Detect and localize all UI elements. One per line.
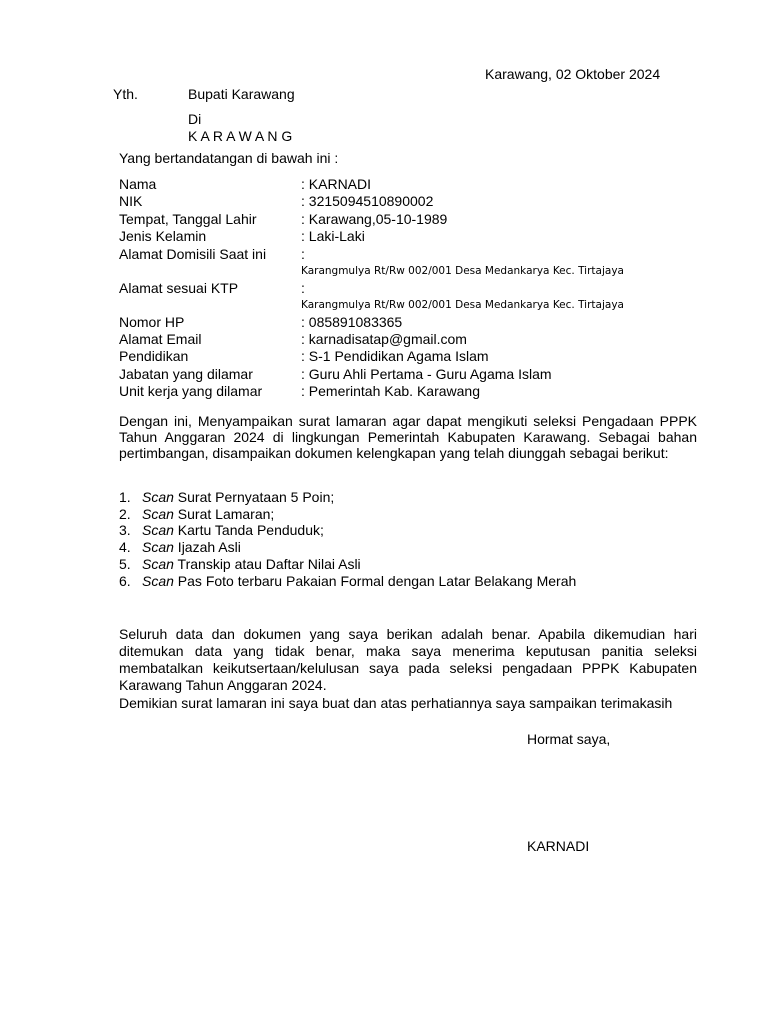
field-label-gender: Jenis Kelamin <box>119 228 207 244</box>
list-number: 4. <box>119 539 131 555</box>
field-value-jabatan: : Guru Ahli Pertama - Guru Agama Islam <box>301 366 552 382</box>
list-prefix: Scan <box>142 506 174 522</box>
signature-name: KARNADI <box>527 838 590 854</box>
list-text: Kartu Tanda Penduduk; <box>173 522 324 538</box>
field-label-nik: NIK <box>119 193 143 209</box>
field-value-email: : karnadisatap@gmail.com <box>301 331 467 347</box>
di-label: Di <box>188 111 202 127</box>
field-value-nama: : KARNADI <box>301 176 372 192</box>
list-text: Transkip atau Daftar Nilai Asli <box>173 556 361 572</box>
field-sub-domisili: Karangmulya Rt/Rw 002/001 Desa Medankarya Kec. Tirtajaya <box>301 265 624 277</box>
field-value-gender: : Laki-Laki <box>301 228 365 244</box>
field-label-ttl: Tempat, Tanggal Lahir <box>119 211 257 227</box>
city: K A R A W A N G <box>188 128 293 144</box>
list-number: 3. <box>119 522 131 538</box>
field-label-jabatan: Jabatan yang dilamar <box>119 366 253 382</box>
list-text: Surat Lamaran; <box>173 506 275 522</box>
closing-line: Demikian surat lamaran ini saya buat dan atas perhatiannya saya sampaikan terimakasih <box>119 695 673 711</box>
field-label-unit: Unit kerja yang dilamar <box>119 383 263 399</box>
list-number: 6. <box>119 573 131 589</box>
field-sub-ktp: Karangmulya Rt/Rw 002/001 Desa Medankarya Kec. Tirtajaya <box>301 299 624 311</box>
field-label-hp: Nomor HP <box>119 314 185 330</box>
field-value-pendidikan: : S-1 Pendidikan Agama Islam <box>301 348 489 364</box>
list-number: 2. <box>119 506 131 522</box>
list-text: Ijazah Asli <box>173 539 241 555</box>
signature-salutation: Hormat saya, <box>527 731 611 747</box>
recipient: Bupati Karawang <box>188 86 295 102</box>
field-value-nik: : 3215094510890002 <box>301 193 434 209</box>
list-number: 1. <box>119 489 131 505</box>
list-prefix: Scan <box>142 489 174 505</box>
field-label-domisili: Alamat Domisili Saat ini <box>119 246 267 262</box>
list-prefix: Scan <box>142 573 174 589</box>
field-value-unit: : Pemerintah Kab. Karawang <box>301 383 480 399</box>
list-text: Pas Foto terbaru Pakaian Formal dengan Latar Belakang Merah <box>173 573 577 589</box>
place-date: Karawang, 02 Oktober 2024 <box>485 66 661 82</box>
list-prefix: Scan <box>142 556 174 572</box>
field-label-ktp: Alamat sesuai KTP <box>119 280 239 296</box>
field-label-pendidikan: Pendidikan <box>119 348 189 364</box>
field-value-ktp: : <box>301 280 305 296</box>
list-text: Surat Pernyataan 5 Poin; <box>173 489 335 505</box>
list-prefix: Scan <box>142 539 174 555</box>
list-number: 5. <box>119 556 131 572</box>
intro-paragraph: Dengan ini, Menyampaikan surat lamaran agar dapat mengikuti seleksi Pengadaan PPPK Tahun Anggaran 2024 di lingkungan Pemerintah Kabupaten Karawang. Sebagai bahan pertimbangan, disampaikan dokumen kelengkapan yang telah diunggah sebagai berikut: <box>119 413 697 461</box>
field-label-nama: Nama <box>119 176 157 192</box>
opening-line: Yang bertandatangan di bawah ini : <box>119 150 339 166</box>
field-label-email: Alamat Email <box>119 331 202 347</box>
list-prefix: Scan <box>142 522 174 538</box>
field-value-hp: : 085891083365 <box>301 314 403 330</box>
field-value-domisili: : <box>301 246 305 262</box>
field-value-ttl: : Karawang,05-10-1989 <box>301 211 448 227</box>
closing-paragraph: Seluruh data dan dokumen yang saya berikan adalah benar. Apabila dikemudian hari ditemukan data yang tidak benar, maka saya menerima keputusan panitia seleksi membatalkan keikutsertaan/kelulusan saya pada seleksi pengadaan PPPK Kabupaten Karawang Tahun Anggaran 2024. <box>119 626 697 693</box>
yth-label: Yth. <box>113 86 138 102</box>
